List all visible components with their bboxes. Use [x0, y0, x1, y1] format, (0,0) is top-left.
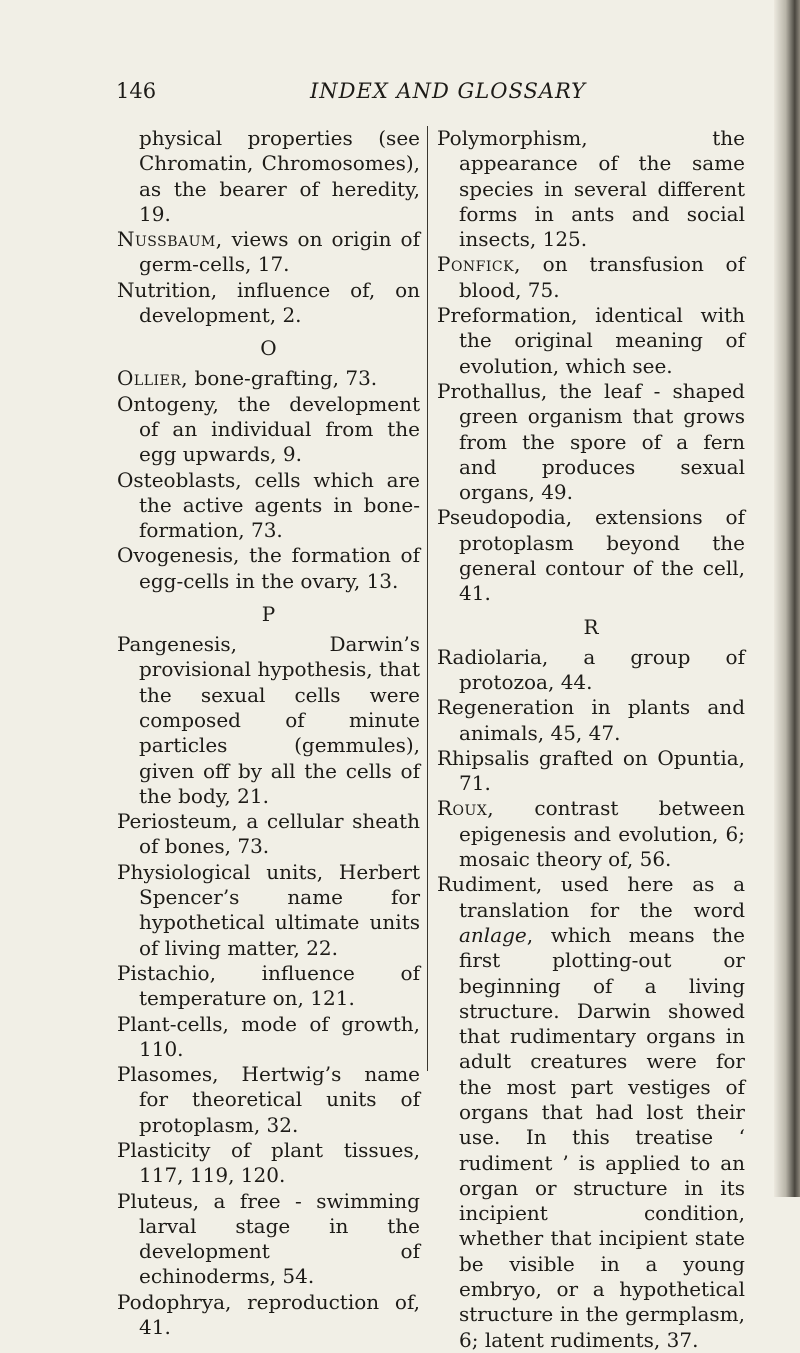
entry-text: , which means the first plotting-out or beginning of a living structure. Darwin showed that rudimentary organs in adult creatures were for the most part vestiges of organs that had lost their use. In this treatise ‘ rudiment ’ is applied to an organ or structure in its incipient condition, whether that incipient state be visible in a young embryo, or a hypothetical structure in the germplasm, 6; latent rudiments, 37. [459, 922, 745, 1352]
entry-text: Pseudopodia, extensions of protoplasm beyond the general contour of the cell, 41. [437, 505, 745, 606]
entry-term: Ollier, [117, 366, 189, 391]
entry-text: Pluteus, a free - swimming larval stage in the development of echinoderms, 54. [117, 1188, 420, 1289]
index-entry [437, 505, 745, 606]
index-entry [437, 379, 745, 505]
index-entry [437, 252, 745, 303]
entry-text: Ovogenesis, the formation of egg-cells in the ovary, 13. [117, 543, 420, 593]
entry-term: Ponfick, [437, 252, 521, 277]
index-entry-rudiment [437, 872, 745, 1353]
running-title: INDEX AND GLOSSARY [310, 79, 587, 103]
index-entry [117, 543, 420, 594]
entry-text: Ontogeny, the development of an individual from the egg upwards, 9. [117, 391, 420, 467]
n-entries [117, 227, 420, 328]
entry-text: Rudiment, used here as a translation for the word [437, 872, 745, 922]
entry-text: Pistachio, influence of temperature on, 121. [117, 960, 420, 1011]
index-entry [437, 796, 745, 872]
entry-text: Osteoblasts, cells which are the active agents in bone-formation, 73. [117, 467, 420, 543]
entry-term: Roux, [437, 796, 495, 821]
index-entry [437, 645, 745, 696]
section-letter-p: P [261, 602, 276, 627]
entry-term: Nussbaum, [117, 227, 223, 252]
left-column [117, 126, 420, 1340]
index-entry [117, 1189, 420, 1290]
index-entry [437, 126, 745, 252]
index-entry [117, 1290, 420, 1341]
entry-text: views on origin of germ-cells, 17. [139, 227, 420, 277]
section-letter-o: O [260, 336, 277, 361]
page-edge-shadow [774, 0, 800, 1197]
o-entries [117, 366, 420, 594]
right-column [437, 126, 745, 1353]
index-entry [437, 746, 745, 797]
entry-text: on transfusion of blood, 75. [459, 252, 745, 302]
entry-text: Regeneration in plants and animals, 45, 47. [437, 695, 745, 745]
entry-text: Plasticity of plant tissues, 117, 119, 120. [117, 1137, 420, 1188]
index-entry [117, 632, 420, 809]
entry-text: Physiological units, Herbert Spencer’s name for hypothetical ultimate units of living matter, 22. [117, 859, 420, 960]
index-entry-continuation: physical properties (see Chromatin, Chromosomes), as the bearer of heredity, 19. [139, 126, 420, 226]
entry-text: bone-grafting, 73. [188, 366, 378, 391]
entry-text: Radiolaria, a group of protozoa, 44. [437, 644, 745, 694]
r-entries [437, 645, 745, 873]
index-entry [117, 860, 420, 961]
index-entry [437, 303, 745, 379]
entry-text: Preformation, identical with the original meaning of evolution, which see. [437, 303, 745, 378]
index-entry [437, 695, 745, 746]
entry-text: contrast between epigenesis and evolution, 6; mosaic theory of, 56. [459, 796, 745, 872]
index-entry [117, 278, 420, 329]
entry-text: Plasomes, Hertwig’s name for theoretical units of protoplasm, 32. [117, 1062, 420, 1137]
index-entry [117, 1012, 420, 1063]
section-letter-r: R [583, 614, 599, 639]
entry-text: Polymorphism, the appearance of the same species in several different forms in ants and social insects, 125. [437, 126, 745, 252]
entry-text: Rhipsalis grafted on Opuntia, 71. [437, 745, 745, 796]
p-entries [117, 632, 420, 1340]
index-entry [117, 1138, 420, 1189]
entry-text: Pangenesis, Darwin’s provisional hypothesis, that the sexual cells were composed of minute particles (gemmules), given off by all the cells of the body, 21. [117, 632, 420, 808]
index-entry [117, 809, 420, 860]
page-header [0, 76, 800, 106]
entry-text: Periosteum, a cellular sheath of bones, 73. [117, 809, 420, 859]
index-entry [117, 1062, 420, 1138]
index-entry [117, 366, 420, 391]
entry-text: Nutrition, influence of, on development, 2. [117, 277, 420, 328]
index-entry [117, 392, 420, 468]
entry-text: Prothallus, the leaf - shaped green organism that grows from the spore of a fern and produces sexual organs, 49. [437, 378, 745, 505]
page-number: 146 [116, 79, 157, 103]
entry-text: Podophrya, reproduction of, 41. [117, 1289, 420, 1340]
index-entry [117, 227, 420, 278]
entry-text: Plant-cells, mode of growth, 110. [117, 1011, 420, 1061]
p-entries-continued [437, 126, 745, 607]
index-entry [117, 961, 420, 1012]
index-entry [117, 468, 420, 544]
column-divider [427, 126, 428, 1071]
entry-italic-term: anlage [459, 922, 527, 947]
